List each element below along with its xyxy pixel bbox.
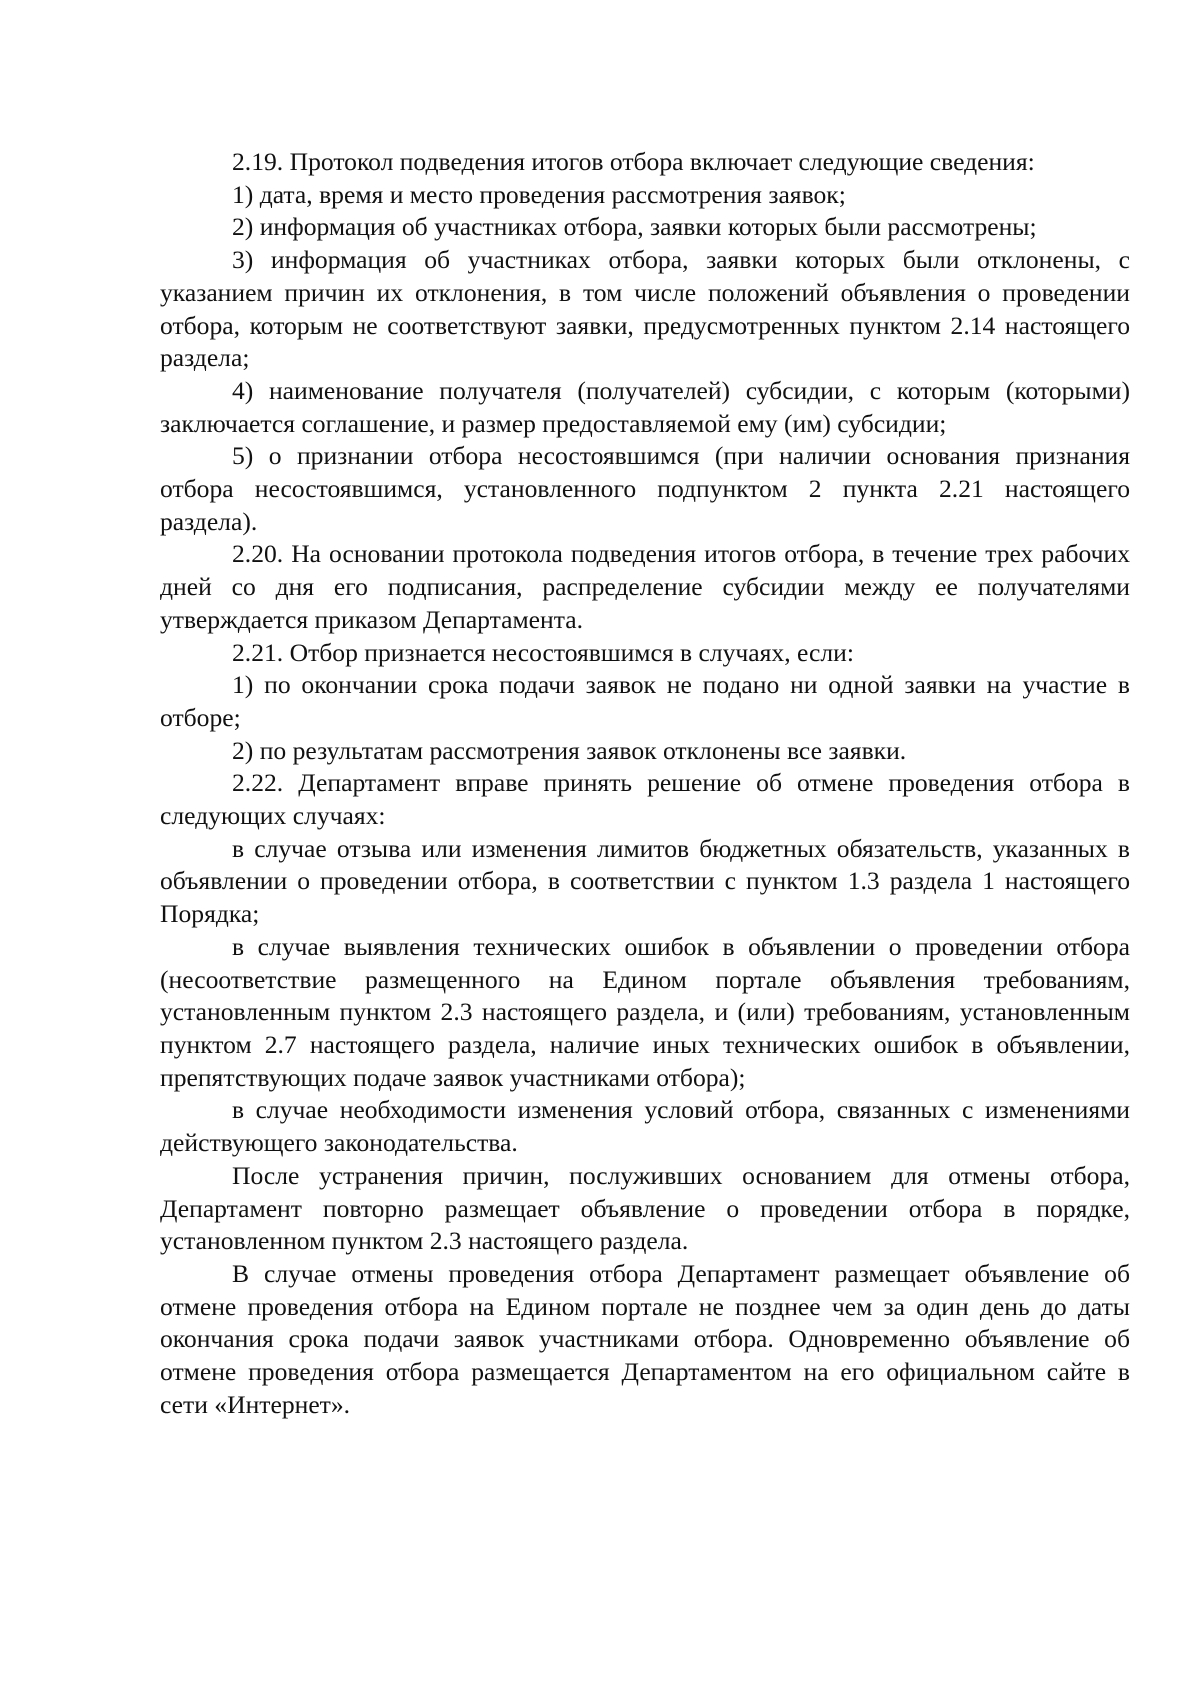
paragraph-2-20: 2.20. На основании протокола подведения итогов отбора, в течение трех рабочих дней со дня его подписания, распределение субсидии между ее получателями утверждается приказом Департамента.	[160, 539, 1130, 634]
paragraph-2-21: 2.21. Отбор признается несостоявшимся в случаях, если:	[232, 637, 854, 667]
paragraph-2-19-item-5: 5) о признании отбора несостоявшимся (при наличии основания признания отбора несостоявшимся, установленного подпунктом 2 пункта 2.21 настоящего раздела).	[160, 441, 1130, 536]
paragraph-2-19: 2.19. Протокол подведения итогов отбора включает следующие сведения:	[232, 147, 1035, 176]
paragraph-2-21-item-1: 1) по окончании срока подачи заявок не подано ни одной заявки на участие в отборе;	[160, 670, 1130, 732]
document-body	[160, 146, 1130, 1421]
paragraph-2-22-case-errors: в случае выявления технических ошибок в объявлении о проведении отбора (несоответствие размещенного на Едином портале объявления требованиям, установленным пунктом 2.3 настоящего раздела, и (или) требованиям, установленным пунктом 2.7 настоящего раздела, наличие иных технических ошибок в объявлении, препятствующих подаче заявок участниками отбора);	[160, 931, 1130, 1092]
paragraph-after-fix: После устранения причин, послуживших основанием для отмены отбора, Департамент повторно размещает объявление о проведении отбора в порядке, установленном пунктом 2.3 настоящего раздела.	[160, 1160, 1130, 1256]
paragraph-2-19-item-1: 1) дата, время и место проведения рассмотрения заявок;	[232, 179, 846, 209]
paragraph-2-19-item-3: 3) информация об участниках отбора, заявки которых были отклонены, с указанием причин их отклонения, в том числе положений объявления о проведении отбора, которым не соответствуют заявки, предусмотренных пунктом 2.14 настоящего раздела;	[160, 245, 1130, 373]
paragraph-2-19-item-2: 2) информация об участниках отбора, заявки которых были рассмотрены;	[232, 212, 1037, 242]
paragraph-2-21-item-2: 2) по результатам рассмотрения заявок отклонены все заявки.	[232, 735, 907, 765]
paragraph-2-19-item-4: 4) наименование получателя (получателей) субсидии, с которым (которыми) заключается соглашение, и размер предоставляемой ему (им) субсидии;	[160, 375, 1130, 438]
paragraph-2-22-case-law: в случае необходимости изменения условий отбора, связанных с изменениями действующего законодательства.	[160, 1095, 1130, 1158]
paragraph-cancellation-notice: В случае отмены проведения отбора Департамент размещает объявление об отмене проведения отбора на Едином портале не позднее чем за один день до даты окончания срока подачи заявок участниками отбора. Одновременно объявление об отмене проведения отбора размещается Департаментом на его официальном сайте в сети «Интернет».	[160, 1258, 1130, 1419]
paragraph-2-22: 2.22. Департамент вправе принять решение об отмене проведения отбора в следующих случаях:	[160, 768, 1130, 831]
paragraph-2-22-case-limits: в случае отзыва или изменения лимитов бюджетных обязательств, указанных в объявлении о проведении отбора, в соответствии с пунктом 1.3 раздела 1 настоящего Порядка;	[160, 833, 1130, 929]
